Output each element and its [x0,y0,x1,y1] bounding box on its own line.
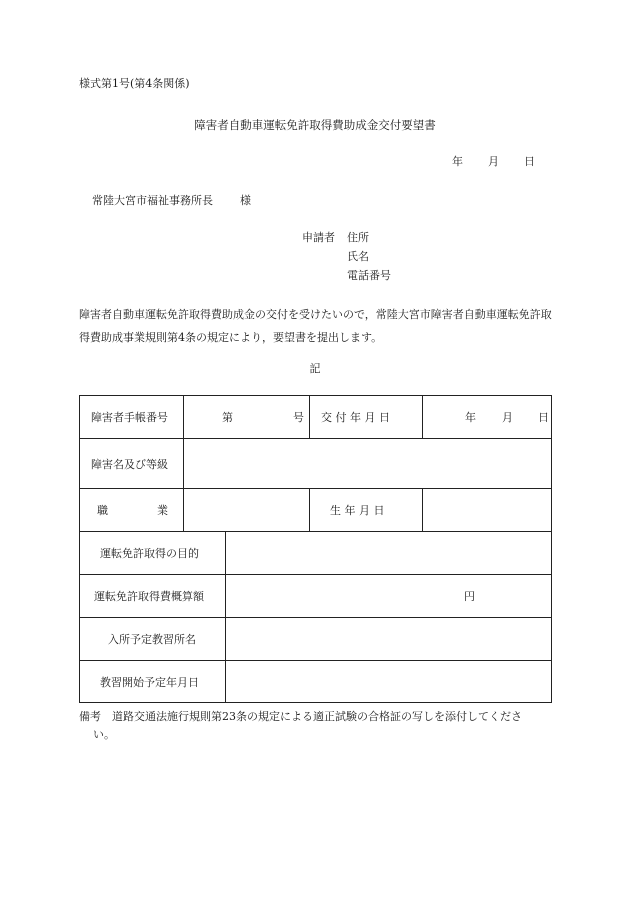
applicant-address-label: 住所 [347,231,369,244]
handbook-number-label: 障害者手帳番号 [91,411,168,424]
occupation-label-part2: 業 [157,504,168,517]
document-title: 障害者自動車運転免許取得費助成金交付要望書 [194,118,436,132]
training-start-date-label: 教習開始予定年月日 [100,676,199,689]
issue-month-label: 月 [502,411,513,424]
occupation-label-part1: 職 [97,504,108,517]
date-month-label: 月 [488,155,499,168]
applicant-label: 申請者 [302,231,335,244]
issue-date-label: 交 付 年 月 日 [321,411,390,424]
applicant-name-label: 氏名 [347,250,369,263]
application-form-table [79,395,552,703]
applicant-phone-label: 電話番号 [347,269,391,282]
addressee-honorific: 様 [240,194,251,207]
issue-day-label: 日 [538,411,549,424]
date-day-label: 日 [524,155,535,168]
issue-year-label: 年 [465,411,476,424]
ki-heading: 記 [309,362,321,375]
addressee: 常陸大宮市福祉事務所長 [92,194,213,207]
remarks-text-2: い。 [93,728,115,741]
remarks-note [79,708,557,744]
cost-yen-unit: 円 [464,590,475,603]
remarks-line-1 [79,708,557,726]
license-cost-label: 運転免許取得費概算額 [94,590,204,603]
remarks-line-2 [79,726,557,744]
birthdate-label: 生 年 月 日 [330,504,385,517]
disability-grade-label: 障害名及び等級 [91,458,168,471]
remarks-label: 備考 [79,710,101,723]
remarks-text-1: 道路交通法施行規則第23条の規定による適正試験の合格証の写しを添付してくださ [112,710,522,723]
date-year-label: 年 [452,155,463,168]
form-number: 様式第1号(第4条関係) [79,77,190,90]
license-purpose-label: 運転免許取得の目的 [100,547,199,560]
handbook-gou-label: 号 [293,411,304,424]
handbook-dai-label: 第 [222,411,233,424]
driving-school-label: 入所予定教習所名 [108,633,196,646]
body-text: 障害者自動車運転免許取得費助成金の交付を受けたいので，常陸大宮市障害者自動車運転免許取得費助成事業規則第4条の規定により，要望書を提出します。 [79,308,552,344]
